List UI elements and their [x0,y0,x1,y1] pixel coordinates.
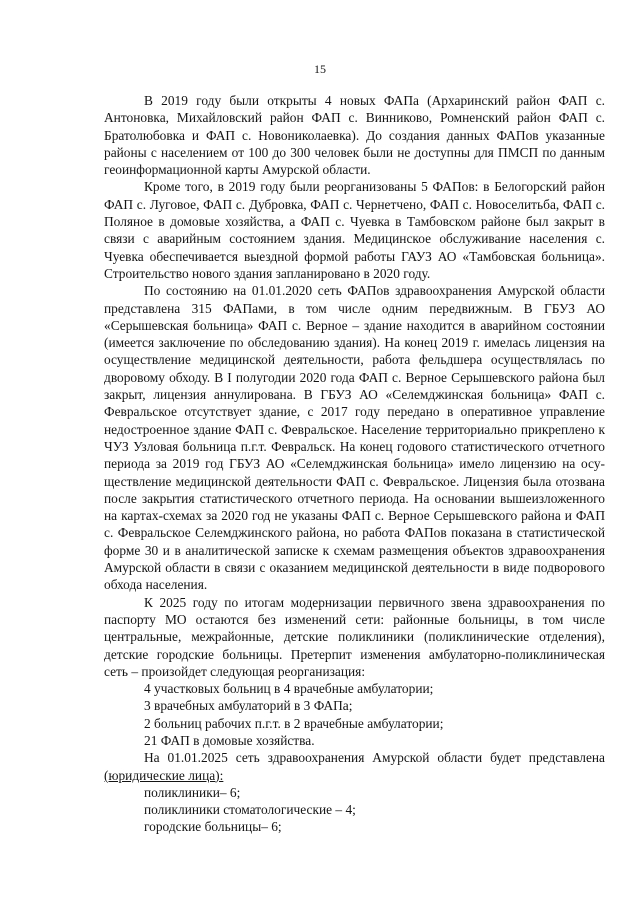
paragraph-reorganized-faps: Кроме того, в 2019 году были реорганизованы 5 ФАПов: в Белогорский район ФАП с. Луговое, ФАП с. Дубровка, ФАП с. Чернетчено, ФАП с. Новоселитьба, ФАП с. Поляное в домовые хозяйства, а ФАП с. Чуевка в Тамбовском районе был закрыт в связи с аварийным состоянием здания. Медицинское обслуживание населения с. Чуевка обеспечивается выездной формой работы ГАУЗ АО «Тамбовская больница». Строительство нового здания запланировано в 2020 году. [104,179,605,281]
paragraph-modernization-2025: К 2025 году по итогам модернизации первичного звена здравоохранения по паспорту МО остаются без изменений сети: районные больницы, в том числе центральные, межрайонные, детские поликлиники (поликлинические отделения), детские городские больницы. Претерпит изменения амбулаторно-поликлиническая сеть – произойдет следующая реорганизация: [104,594,605,679]
paragraph-network-2025 [104,749,605,784]
list-item: 4 участковых больниц в 4 врачебные амбулатории; [144,681,434,697]
legal-entities-note: (юридические лица): [104,767,224,783]
list-item: поликлиники стоматологические – 4; [144,802,356,818]
list-item: поликлиники– 6; [144,784,241,800]
list-item: городские больницы– 6; [144,819,282,835]
page-number: 15 [314,62,326,76]
body-text [104,92,605,836]
list-item: 21 ФАП в домовые хозяйства. [144,732,315,748]
list-item: 2 больниц рабочих п.г.т. в 2 врачебные амбулатории; [144,715,444,731]
paragraph-new-faps: В 2019 году были открыты 4 новых ФАПа (Архаринский район ФАП с. Антоновка, Михайловский район ФАП с. Винниково, Ромненский район ФАП с. Братолюбовка и ФАП с. Новониколаевка). До создания данных ФАПов указанные районы с населением от 100 до 300 человек были не доступны для ПМСП по данным геоинформационной карты Амурской области. [104,93,605,178]
list-item: 3 врачебных амбулаторий в 3 ФАПа; [144,698,353,714]
paragraph-fap-network-2020: По состоянию на 01.01.2020 сеть ФАПов здравоохранения Амурской области представлена 315 ФАПами, в том числе одним передвижным. В ГБУЗ АО «Серышевская больница» ФАП с. Верное – здание находится в аварийном состоянии (имеется заключение по обследованию здания). На конец 2019 г. имелась лицензия на осуществление медицинской деятельности, работа фельдшера осуществлялась по дворовому обходу. В I полугодии 2020 года ФАП с. Верное Серышевского района был закрыт, лицензия аннулирована. В ГБУЗ АО «Селемджинская больница» ФАП с. Февральское отсутствует здание, с 2017 году передано в оперативное управление недостроенное здание ФАП с. Февральское. Население территориально прикреплено к ЧУЗ Узловая больница п.г.т. Февральск. На конец годового статистического отчетного периода за 2019 год ГБУЗ АО «Селемджинская больница» имело лицензию на осуществление медицинской деятельности ФАП с. Февральское. Лицензия была отозвана после закрытия статистического отчетного периода. На основании вышеизложенного на картах-схемах за 2020 год не указаны ФАП с. Верное Серышевского района и ФАП с. Февральское Селемджинского района, но работа ФАПов показана в статистической форме 30 и в аналитической записке к схемам размещения объектов здравоохранения Амурской области в связи с оказанием медицинской деятельности в виде подворового обхода населения. [104,283,605,593]
network-2025-intro: На 01.01.2025 сеть здравоохранения Амурской области будет представлена [144,750,605,766]
